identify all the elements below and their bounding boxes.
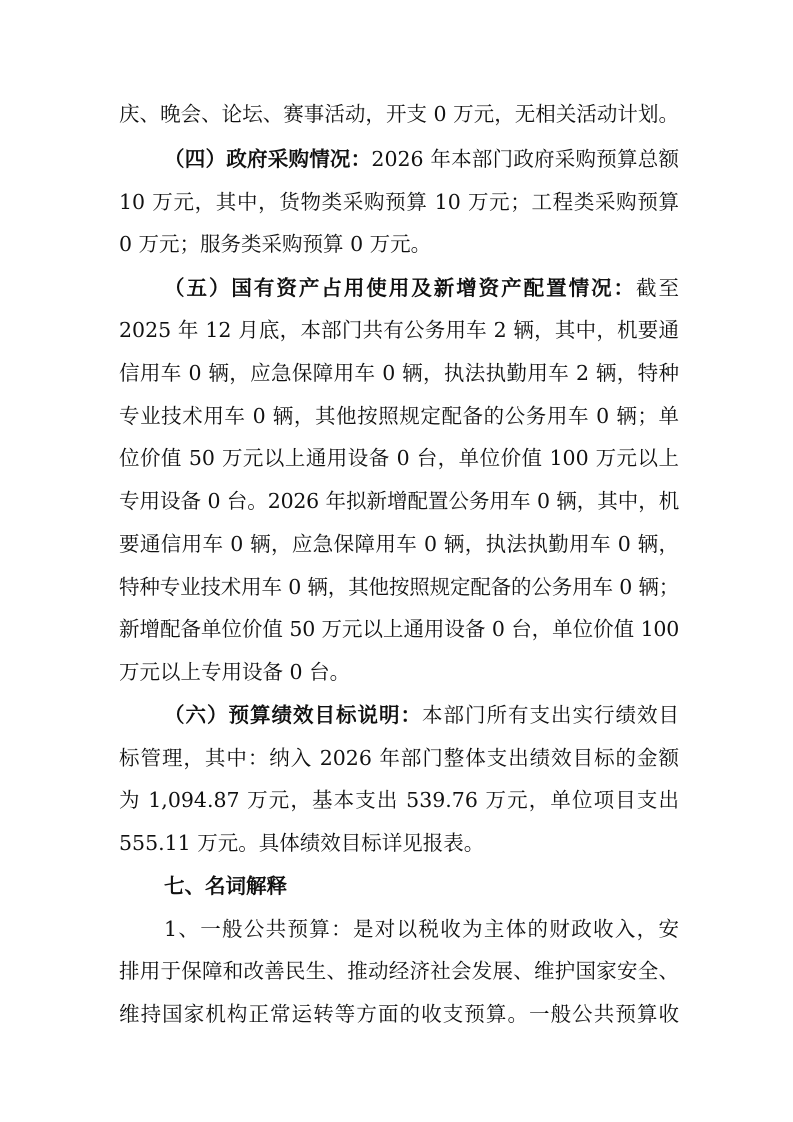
text-line: 新增配备单位价值 50 万元以上通用设备 0 台，单位价值 100 xyxy=(119,617,679,641)
text-line: 信用车 0 辆，应急保障用车 0 辆，执法执勤用车 2 辆，特种 xyxy=(119,361,679,385)
text-line: 10 万元，其中，货物类采购预算 10 万元；工程类采购预算 xyxy=(119,190,679,214)
text-line: 要通信用车 0 辆，应急保障用车 0 辆，执法执勤用车 0 辆， xyxy=(119,532,679,556)
text-line: 排用于保障和改善民生、推动经济社会发展、维护国家安全、 xyxy=(119,959,679,983)
heading-state-assets: （五）国有资产占用使用及新增资产配置情况： xyxy=(164,276,637,300)
text-line: 为 1,094.87 万元，基本支出 539.76 万元，单位项目支出 xyxy=(119,788,679,812)
text-segment: 2026 年本部门政府采购预算总额 xyxy=(371,147,680,171)
text-line: 庆、晚会、论坛、赛事活动，开支 0 万元，无相关活动计划。 xyxy=(119,102,679,126)
text-line: 位价值 50 万元以上通用设备 0 台，单位价值 100 万元以上 xyxy=(119,446,679,470)
text-segment: 截至 xyxy=(636,276,680,300)
text-line: 特种专业技术用车 0 辆，其他按照规定配备的公务用车 0 辆； xyxy=(119,575,679,599)
text-line: 555.11 万元。具体绩效目标详见报表。 xyxy=(119,831,485,855)
text-line: 万元以上专用设备 0 台。 xyxy=(119,660,351,684)
paragraph-performance-targets xyxy=(164,695,679,735)
paragraph-government-procurement xyxy=(164,139,679,179)
heading-performance-targets: （六）预算绩效目标说明： xyxy=(164,703,422,727)
heading-government-procurement: （四）政府采购情况： xyxy=(164,147,372,171)
text-line: 标管理，其中：纳入 2026 年部门整体支出绩效目标的金额 xyxy=(119,746,679,770)
text-line: 2025 年 12 月底，本部门共有公务用车 2 辆，其中，机要通 xyxy=(119,318,679,342)
paragraph-state-assets xyxy=(164,268,679,308)
text-segment: 本部门所有支出实行绩效目 xyxy=(422,703,679,727)
text-line: 专业技术用车 0 辆，其他按照规定配备的公务用车 0 辆；单 xyxy=(119,404,679,428)
section-heading-glossary: 七、名词解释 xyxy=(164,874,287,898)
text-line: 1、一般公共预算：是对以税收为主体的财政收入，安 xyxy=(164,917,679,941)
text-line: 维持国家机构正常运转等方面的收支预算。一般公共预算收 xyxy=(119,1002,679,1026)
text-line: 0 万元；服务类采购预算 0 万元。 xyxy=(119,232,432,256)
text-line: 专用设备 0 台。2026 年拟新增配置公务用车 0 辆，其中，机 xyxy=(119,489,679,513)
